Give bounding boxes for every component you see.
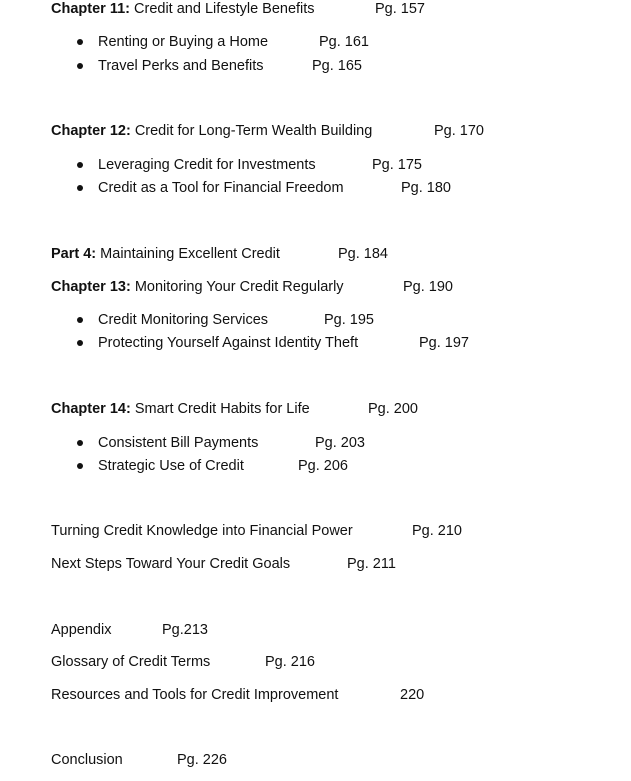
toc-page-number: Pg. 157 bbox=[375, 1, 425, 17]
toc-entry-title: Conclusion bbox=[51, 752, 123, 768]
toc-entry-title: Appendix bbox=[51, 622, 112, 638]
toc-page-number: Pg. 184 bbox=[338, 246, 388, 262]
toc-entry-prefix: Chapter 14: bbox=[51, 401, 131, 417]
toc-entry-prefix: Chapter 13: bbox=[51, 279, 131, 295]
toc-subentry bbox=[98, 434, 258, 452]
toc-entry bbox=[51, 621, 111, 639]
toc-page-number: Pg. 195 bbox=[324, 312, 374, 328]
toc-entry bbox=[51, 0, 315, 18]
bullet-icon bbox=[77, 463, 83, 469]
toc-entry bbox=[51, 751, 123, 769]
toc-page-number: 220 bbox=[400, 687, 425, 703]
toc-page-number: Pg. 190 bbox=[403, 279, 453, 295]
toc-entry bbox=[51, 653, 210, 671]
bullet-icon bbox=[77, 317, 83, 323]
toc-entry-title: Credit and Lifestyle Benefits bbox=[134, 1, 315, 17]
bullet-icon bbox=[77, 340, 83, 346]
toc-entry-title: Strategic Use of Credit bbox=[98, 458, 244, 474]
toc-entry bbox=[51, 686, 338, 704]
toc-entry-title: Renting or Buying a Home bbox=[98, 34, 269, 50]
toc-entry-title: Turning Credit Knowledge into Financial Power bbox=[51, 523, 353, 539]
toc-page-number: Pg. 226 bbox=[177, 752, 227, 768]
toc-entry-title: Leveraging Credit for Investments bbox=[98, 157, 316, 173]
toc-page-number: Pg. 203 bbox=[315, 435, 365, 451]
toc-subentry bbox=[98, 33, 268, 51]
toc-entry-prefix: Part 4: bbox=[51, 246, 97, 262]
toc-page-number: Pg. 211 bbox=[347, 556, 396, 572]
toc-subentry bbox=[98, 457, 244, 475]
toc-entry-title: Next Steps Toward Your Credit Goals bbox=[51, 556, 291, 572]
toc-subentry bbox=[98, 311, 268, 329]
toc-page-number: Pg. 216 bbox=[265, 654, 315, 670]
toc-subentry bbox=[98, 156, 316, 174]
toc-entry-title: Monitoring Your Credit Regularly bbox=[134, 279, 344, 295]
toc-entry-title: Resources and Tools for Credit Improvement bbox=[51, 687, 339, 703]
toc-entry-title: Protecting Yourself Against Identity Theft bbox=[98, 335, 359, 351]
toc-entry bbox=[51, 245, 280, 263]
toc-page-number: Pg. 210 bbox=[412, 523, 462, 539]
toc-page-number: Pg.213 bbox=[162, 622, 208, 638]
toc-entry-title: Credit as a Tool for Financial Freedom bbox=[98, 180, 344, 196]
toc-page-number: Pg. 206 bbox=[298, 458, 348, 474]
toc-entry-prefix: Chapter 12: bbox=[51, 123, 131, 139]
bullet-icon bbox=[77, 39, 83, 45]
toc-entry-prefix: Chapter 11: bbox=[51, 1, 130, 17]
toc-page-number: Pg. 165 bbox=[312, 58, 362, 74]
toc-entry-title: Glossary of Credit Terms bbox=[51, 654, 211, 670]
toc-entry bbox=[51, 400, 310, 418]
toc-page-number: Pg. 197 bbox=[419, 335, 469, 351]
toc-entry bbox=[51, 122, 372, 140]
toc-subentry bbox=[98, 179, 344, 197]
toc-entry-title: Maintaining Excellent Credit bbox=[100, 246, 280, 262]
toc-page-number: Pg. 175 bbox=[372, 157, 422, 173]
toc-entry-title: Smart Credit Habits for Life bbox=[134, 401, 310, 417]
toc-entry-title: Credit Monitoring Services bbox=[98, 312, 269, 328]
toc-entry bbox=[51, 522, 353, 540]
bullet-icon bbox=[77, 440, 83, 446]
toc-page-number: Pg. 200 bbox=[368, 401, 418, 417]
toc-subentry bbox=[98, 57, 263, 75]
toc-entry-title: Travel Perks and Benefits bbox=[98, 58, 264, 74]
bullet-icon bbox=[77, 185, 83, 191]
toc-page-number: Pg. 170 bbox=[434, 123, 484, 139]
toc-entry-title: Credit for Long-Term Wealth Building bbox=[134, 123, 373, 139]
toc-page-number: Pg. 180 bbox=[401, 180, 451, 196]
toc-subentry bbox=[98, 334, 358, 352]
toc-page-number: Pg. 161 bbox=[319, 34, 369, 50]
bullet-icon bbox=[77, 63, 83, 69]
toc-entry-title: Consistent Bill Payments bbox=[98, 435, 259, 451]
bullet-icon bbox=[77, 162, 83, 168]
toc-entry bbox=[51, 278, 344, 296]
toc-entry bbox=[51, 555, 290, 573]
